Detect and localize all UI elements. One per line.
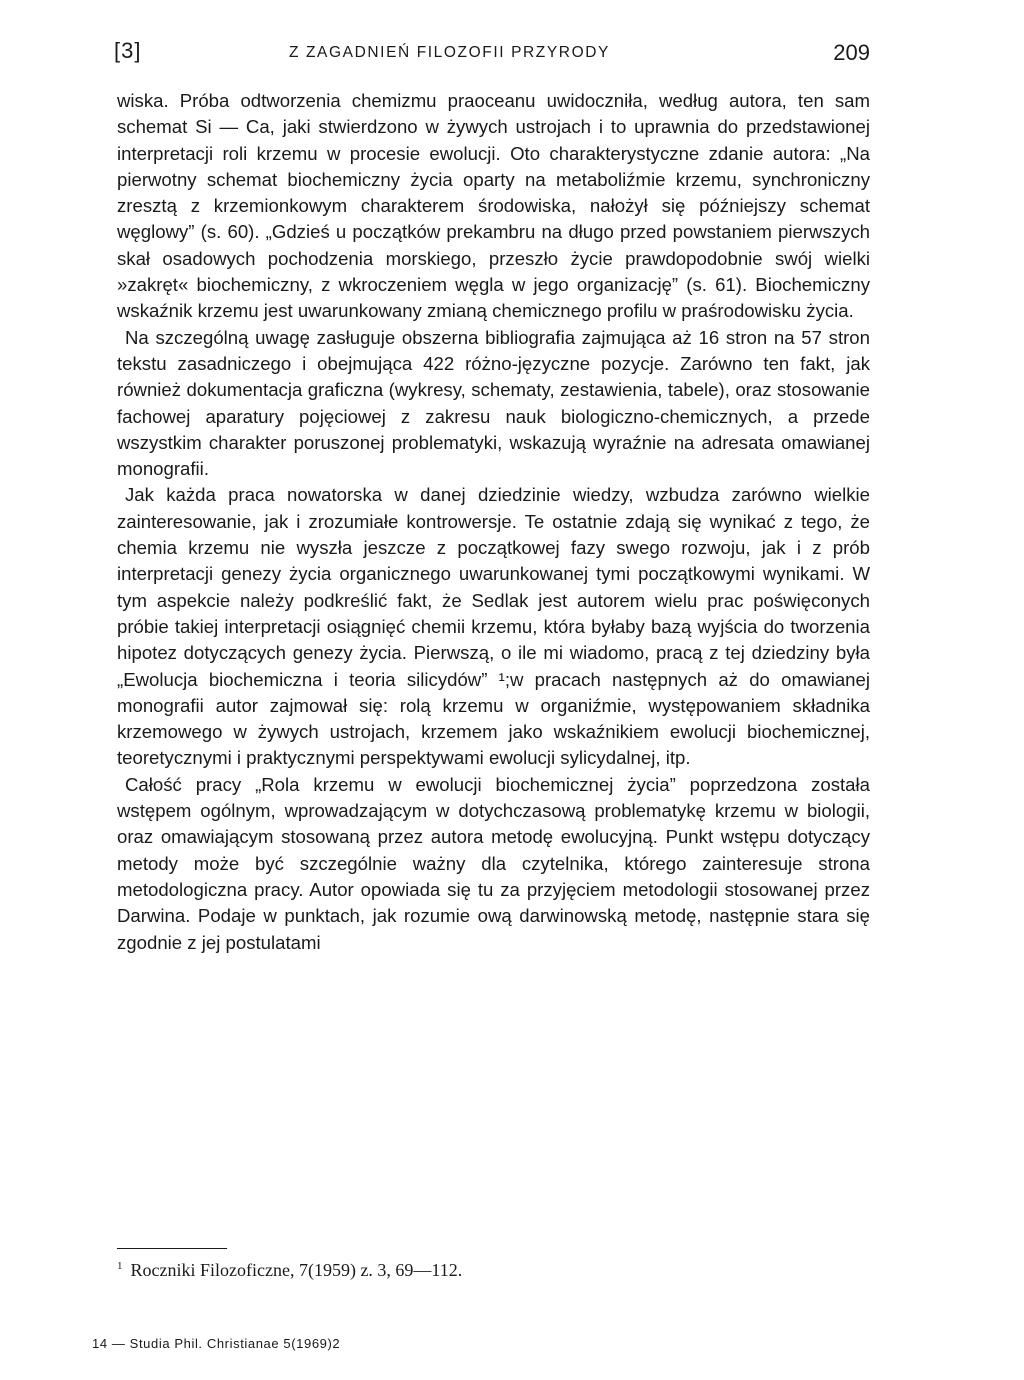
- paragraph-4: Całość pracy „Rola krzemu w ewolucji biochemicznej życia” poprzedzona została wstępem ogólnym, wprowadzającym w dotychczasową problematykę krzemu w biologii, oraz omawiającym stosowaną przez autora metodę ewolucyjną. Punkt wstępu dotyczący metody może być szczególnie ważny dla czytelnika, którego zainteresuje strona metodologiczna pracy. Autor opowiada się tu za przyjęciem metodologii stosowanej przez Darwina. Podaje w punktach, jak rozumie ową darwinowską metodę, następnie stara się zgodnie z jej postulatami: [117, 773, 870, 953]
- page-number: 209: [833, 40, 870, 65]
- running-title: Z ZAGADNIEŃ FILOZOFII PRZYRODY: [289, 44, 610, 61]
- footnote-divider: [117, 1248, 227, 1249]
- paragraph-2: Na szczególną uwagę zasługuje obszerna bibliografia zajmująca aż 16 stron na 57 stron tekstu zasadniczego i obejmująca 422 różno-języczne pozycje. Zarówno ten fakt, jak również dokumentacja graficzna (wykresy, schematy, zestawienia, tabele), oraz stosowanie fachowej aparatury pojęciowej z zakresu nauk biologiczno-chemicznych, a przede wszystkim charakter poruszonej problematyki, wskazują wyraźnie na adresata omawianej monografii.: [117, 326, 870, 480]
- section-number: [3]: [114, 38, 142, 63]
- page-header: [114, 38, 870, 78]
- paragraph-3: Jak każda praca nowatorska w danej dziedzinie wiedzy, wzbudza zarówno wielkie zainteresowanie, jak i zrozumiałe kontrowersje. Te ostatnie zdają się wynikać z tego, że chemia krzemu nie wyszła jeszcze z początkowej fazy swego rozwoju, jak i z prób interpretacji genezy życia organicznego uwarunkowanej tymi początkowymi wynikami. W tym aspekcie należy podkreślić fakt, że Sedlak jest autorem wielu prac poświęconych próbie takiej interpretacji osiągnięć chemii krzemu, która byłaby bazą wyjścia do tworzenia hipotez dotyczących genezy życia. Pierwszą, o ile mi wiadomo, pracą z tej dziedziny była „Ewolucja biochemiczna i teoria silicydów” ¹;w pracach następnych aż do omawianej monografii autor zajmował się: rolą krzemu w organiźmie, występowaniem składnika krzemowego w żywych ustrojach, krzemem jako wskaźnikiem ewolucji biochemicznej, teoretycznymi i praktycznymi perspektywami ewolucji sylicydalnej, itp.: [117, 484, 870, 769]
- footnote-text: Roczniki Filozoficzne, 7(1959) z. 3, 69—112.: [130, 1260, 463, 1280]
- signature-line: 14 — Studia Phil. Christianae 5(1969)2: [92, 1336, 341, 1351]
- paragraph-1: wiska. Próba odtworzenia chemizmu praoceanu uwidoczniła, według autora, ten sam schemat Si — Ca, jaki stwierdzono w żywych ustrojach i to uprawnia do przedstawionej interpretacji roli krzemu w procesie ewolucji. Oto charakterystyczne zdanie autora: „Na pierwotny schemat biochemiczny życia oparty na metaboliźmie krzemu, synchroniczny zresztą z krzemionkowym charakterem środowiska, nałożył się późniejszy schemat węglowy” (s. 60). „Gdzieś u początków prekambru na długo przed powstaniem pierwszych skał osadowych pochodzenia morskiego, przeszło życie prawdopodobnie swój wielki »zakręt« biochemiczny, z wkroczeniem węgla w jego organizację” (s. 61). Biochemiczny wskaźnik krzemu jest uwarunkowany zmianą chemicznego profilu w praśrodowisku życia.: [117, 90, 870, 322]
- body-text: [117, 88, 870, 956]
- footnote-marker: 1: [117, 1260, 123, 1272]
- footnote: [117, 1260, 462, 1281]
